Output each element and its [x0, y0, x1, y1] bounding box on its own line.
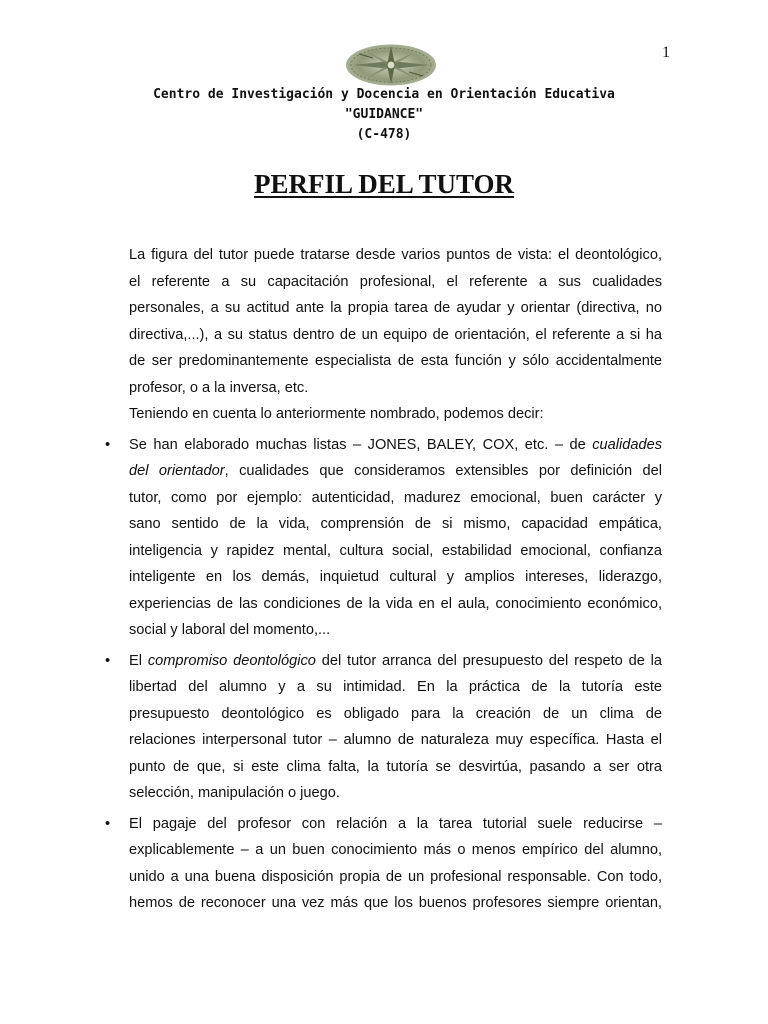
text-line: libertad del alumno y a su intimidad. En la práctica de la tutoría este	[129, 679, 662, 695]
text-line: profesor, o a la inversa, etc.	[129, 379, 309, 396]
text-line: presupuesto deontológico es obligado para la creación de un clima de	[129, 705, 662, 722]
text-line: explicablemente – a un buen conocimiento más o menos empírico del alumno,	[129, 842, 662, 858]
text-line: relaciones interpersonal tutor – alumno de naturaleza muy específica. Hasta el	[129, 732, 662, 748]
list-item	[105, 648, 663, 807]
text-line: de ser predominantemente especialista de esta función y sólo accidentalmente	[129, 353, 662, 369]
text-line: La figura del tutor puede tratarse desde varios puntos de vista: el deontológico,	[129, 247, 662, 263]
text-line: personales, a su actitud ante la propia tarea de ayudar y orientar (directiva, no	[129, 300, 662, 316]
list-item	[105, 811, 662, 917]
institution-name: Centro de Investigación y Docencia en Orientación Educativa	[153, 87, 615, 102]
intro-paragraph	[129, 242, 662, 428]
text-line: el referente a su capacitación profesional, el referente a sus cualidades	[129, 273, 662, 290]
page-number: 1	[662, 44, 670, 61]
text-line: directiva,...), a su status dentro de un equipo de orientación, el referente a si ha	[129, 326, 662, 343]
text-line: inteligencia y rapidez mental, cultura social, estabilidad emocional, confianza	[129, 542, 662, 559]
document-title: PERFIL DEL TUTOR	[253, 169, 515, 199]
intro-lead: Teniendo en cuenta lo anteriormente nombrado, podemos decir:	[129, 406, 544, 422]
text-line: inteligente en los demás, inquietud cultural y amplios intereses, liderazgo,	[129, 569, 662, 585]
text-line: El pagaje del profesor con relación a la tarea tutorial suele reducirse –	[129, 815, 662, 832]
text-line: experiencias de las condiciones de la vida en el aula, conocimiento económico,	[129, 595, 662, 612]
text-line: punto de que, si este clima falta, la tutoría se desvirtúa, pasando a ser otra	[129, 758, 662, 775]
bullet-icon: •	[105, 436, 111, 453]
text-line: Se han elaborado muchas listas – JONES, BALEY, COX, etc. – de cualidades	[129, 436, 662, 453]
list-item	[105, 432, 662, 644]
document-body	[105, 242, 663, 917]
text-line: del orientador, cualidades que consideramos extensibles por definición del	[129, 463, 662, 479]
institution-acronym: "GUIDANCE"	[344, 107, 424, 122]
institution-header	[0, 85, 768, 145]
bullet-icon: •	[105, 815, 111, 832]
text-line: El compromiso deontológico del tutor arranca del presupuesto del respeto de la	[129, 652, 663, 669]
text-line: unido a una buena disposición propia de un profesional responsable. Con todo,	[129, 868, 662, 885]
bullet-icon: •	[105, 652, 111, 669]
compass-rose-logo-icon	[345, 44, 437, 86]
text-line: selección, manipulación o juego.	[129, 785, 340, 801]
text-line: hemos de reconocer una vez más que los buenos profesores siempre orientan,	[129, 895, 662, 911]
text-line: social y laboral del momento,...	[129, 622, 331, 638]
text-line: tutor, como por ejemplo: autenticidad, madurez emocional, buen carácter y	[129, 489, 662, 506]
institution-code: (C-478)	[356, 127, 412, 142]
text-line: sano sentido de la vida, comprensión de si mismo, capacidad empática,	[129, 516, 662, 532]
